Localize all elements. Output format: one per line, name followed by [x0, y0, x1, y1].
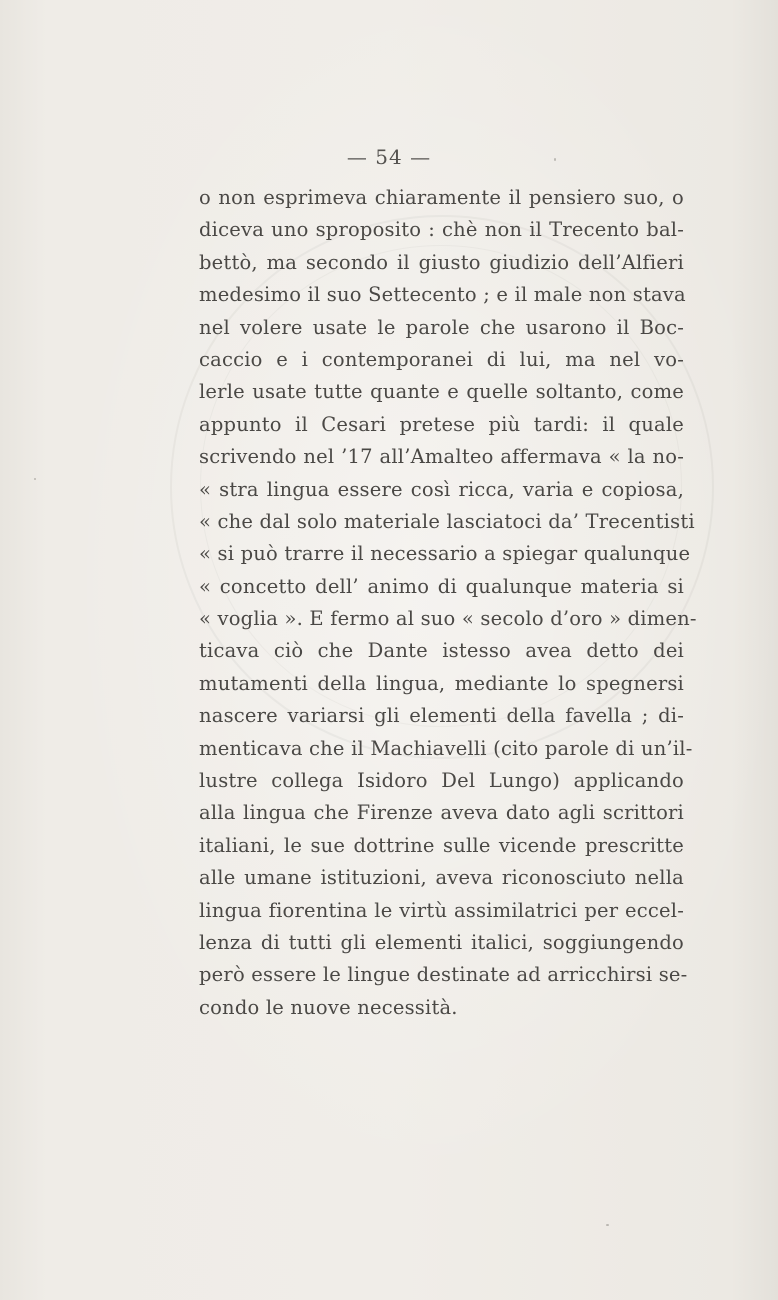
- text-line: bettò, ma secondo il giusto giudizio dell’Alfieri: [199, 250, 684, 274]
- text-line: « concetto dell’ animo di qualunque materia si: [199, 574, 684, 598]
- text-line: « che dal solo materiale lasciatoci da’ Trecentisti: [199, 509, 695, 533]
- text-line: però essere le lingue destinate ad arricchirsi se-: [199, 963, 688, 987]
- text-line-final: condo le nuove necessità.: [199, 995, 458, 1019]
- text-line: mutamenti della lingua, mediante lo spegnersi: [199, 671, 684, 695]
- text-line: lingua fiorentina le virtù assimilatrici per eccel-: [199, 898, 684, 922]
- text-line: « si può trarre il necessario a spiegar qualunque: [199, 542, 691, 566]
- text-line: « voglia ». E fermo al suo « secolo d’oro » dimen-: [199, 607, 697, 631]
- text-line: nascere variarsi gli elementi della favella ; di-: [199, 704, 684, 728]
- text-line: scrivendo nel ’17 all’Amalteo affermava « la no-: [199, 445, 684, 469]
- text-line: o non esprimeva chiaramente il pensiero suo, o: [199, 186, 684, 209]
- text-line: menticava che il Machiavelli (cito parole di un’il-: [199, 736, 693, 760]
- text-line: lustre collega Isidoro Del Lungo) applicando: [199, 769, 684, 793]
- text-line: alle umane istituzioni, aveva riconosciuto nella: [199, 866, 684, 890]
- text-line: nel volere usate le parole che usarono il Boc-: [199, 315, 684, 339]
- text-line: ticava ciò che Dante istesso avea detto dei: [199, 639, 684, 663]
- paper-speck: [34, 478, 36, 480]
- text-line: appunto il Cesari pretese più tardi: il quale: [199, 412, 684, 436]
- text-line: italiani, le sue dottrine sulle vicende prescritte: [199, 833, 684, 857]
- text-line: caccio e i contemporanei di lui, ma nel vo-: [199, 347, 684, 371]
- page-number: — 54 —: [346, 145, 432, 169]
- text-line: alla lingua che Firenze aveva dato agli scrittori: [199, 801, 684, 825]
- paper-speck: [606, 1224, 609, 1226]
- text-line: lenza di tutti gli elementi italici, soggiungendo: [199, 930, 684, 954]
- text-line: « stra lingua essere così ricca, varia e copiosa,: [199, 477, 684, 501]
- text-line: diceva uno sproposito : chè non il Trecento bal-: [199, 218, 684, 242]
- text-line: medesimo il suo Settecento ; e il male non stava: [199, 283, 686, 307]
- body-text: [199, 182, 697, 1024]
- text-line: lerle usate tutte quante e quelle soltanto, come: [199, 380, 684, 404]
